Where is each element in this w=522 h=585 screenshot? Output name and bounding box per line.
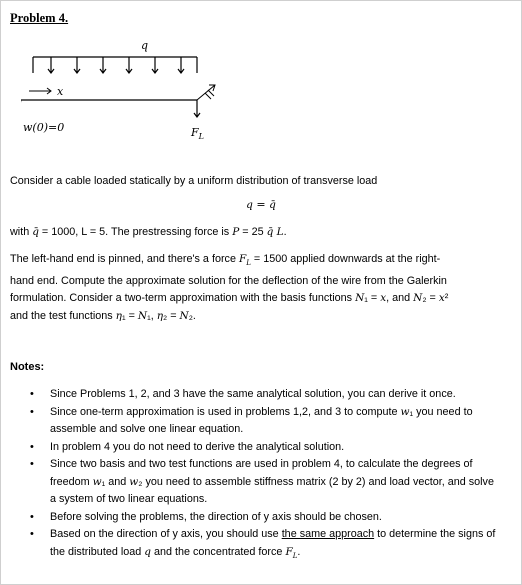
parameters-text: with q̄ = 1000, L = 5. The prestressing force is P = 25 q̄ L.	[10, 226, 287, 238]
bc-label: w(0)=0	[23, 121, 65, 134]
intro-text: Consider a cable loaded statically by a uniform distribution of transverse load	[10, 175, 378, 187]
notes-list	[28, 386, 498, 565]
distributed-load	[33, 57, 197, 73]
x-axis-arrow	[29, 88, 51, 94]
bullet-icon: •	[30, 528, 34, 540]
force-arrow	[194, 100, 200, 117]
cable-diagram	[21, 33, 241, 151]
notes-heading: Notes:	[10, 361, 45, 373]
tension-arrow	[197, 85, 215, 100]
list-item: • In problem 4 you do not need to derive the analytical solution.	[28, 439, 498, 457]
bullet-icon: •	[30, 388, 34, 400]
x-label: x	[57, 85, 64, 98]
load-label: q	[141, 39, 149, 52]
problem-title: Problem 4.	[10, 11, 69, 25]
problem-statement: The left-hand end is pinned, and there's a force $F_L = 1500$ applied downwards at the right- hand end. Compute the approximate solution for the deflection of the wire from the Galerkin formulation. Consider a two-term approximation with the basis functions N₁ = x, and N₂ = x² and the test functions η₁ = N₁, η₂ = N₂.	[10, 253, 449, 322]
bullet-icon: •	[30, 405, 34, 418]
list-item: • Based on the direction of y axis, you should use the same approach to determine the signs of the distributed load q and the concentrated force $F_L$.	[30, 528, 496, 560]
list-item: • Since two basis and two test functions are used in problem 4, to calculate the degrees of freedom w₁ and w₂ you need to assemble stiffness matrix (2 by 2) and load vector, and solve a system of two linear equations.	[30, 458, 494, 505]
force-label: $F_L$	[191, 126, 204, 141]
list-item: • Before solving the problems, the direction of y axis should be chosen.	[28, 509, 498, 527]
bullet-icon: •	[30, 510, 34, 523]
same-approach-link[interactable]: the same approach	[281, 528, 375, 540]
list-item: • Since one-term approximation is used in problems 1,2, and 3 to compute w₁ you need to assemble and solve one linear equation.	[30, 405, 473, 435]
bullet-icon: •	[30, 458, 34, 470]
list-item: • Since Problems 1, 2, and 3 have the same analytical solution, you can derive it once.	[28, 386, 498, 404]
bullet-icon: •	[30, 440, 34, 453]
load-equation: q = q̄	[246, 198, 276, 211]
